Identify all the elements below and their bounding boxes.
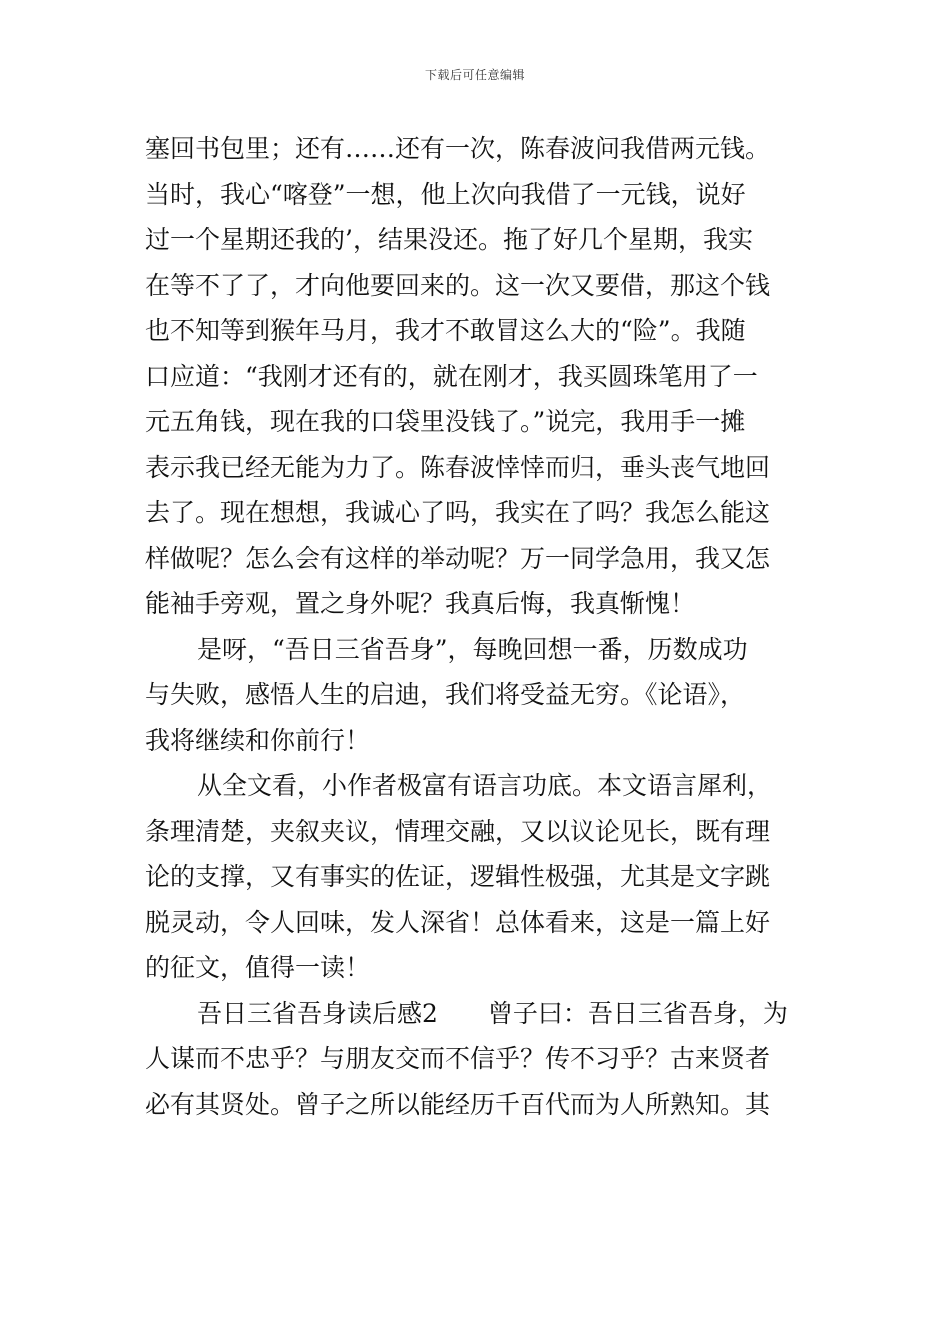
text-line: 的征文，值得一读！ [145, 953, 371, 982]
page-header: 下载后可任意编辑 [424, 68, 525, 82]
paragraph [145, 991, 810, 1128]
text-line: 必有其贤处。曾子之所以能经历千百代而为人所熟知。其 [145, 1089, 771, 1119]
paragraph [145, 627, 810, 764]
text-line: 是呀，“吾日三省吾身”，每晚回想一番，历数成功 [197, 634, 748, 664]
text-line: 当时，我心“喀登”一想，他上次向我借了一元钱，说好 [145, 179, 746, 209]
text-line: 过一个星期还我的’，结果没还。拖了好几个星期，我实 [145, 225, 753, 254]
text-line: 吾日三省吾身读后感2 曾子曰：吾日三省吾身，为 [197, 998, 788, 1028]
text-line: 脱灵动，令人回味，发人深省！总体看来，这是一篇上好 [145, 907, 771, 937]
text-line: 口应道：“我刚才还有的，就在刚才，我买圆珠笔用了一 [145, 361, 758, 391]
text-line: 条理清楚，夹叙夹议，情理交融，又以议论见长，既有理 [145, 816, 771, 846]
text-line: 在等不了了，才向他要回来的。这一次又要借，那这个钱 [145, 270, 771, 300]
text-line: 去了。现在想想，我诚心了吗，我实在了吗？我怎么能这 [145, 498, 771, 527]
text-line: 塞回书包里；还有……还有一次，陈春波问我借两元钱。 [145, 134, 771, 163]
text-line: 与失败，感悟人生的启迪，我们将受益无穷。《论语》， [145, 680, 746, 709]
document-body [145, 126, 810, 1127]
text-line: 人谋而不忠乎？与朋友交而不信乎？传不习乎？古来贤者 [145, 1044, 771, 1073]
paragraph [145, 763, 810, 991]
text-line: 能袖手旁观，置之身外呢？我真后悔，我真惭愧！ [145, 589, 696, 618]
text-line: 表示我已经无能为力了。陈春波悻悻而归，垂头丧气地回 [145, 452, 771, 482]
text-line: 样做呢？怎么会有这样的举动呢？万一同学急用，我又怎 [145, 543, 771, 573]
text-line: 元五角钱，现在我的口袋里没钱了。”说完，我用手一摊 [145, 407, 746, 436]
text-line: 也不知等到猴年马月，我才不敢冒这么大的“险”。我随 [145, 316, 746, 345]
text-line: 我将继续和你前行！ [145, 725, 371, 755]
text-line: 从全文看，小作者极富有语言功底。本文语言犀利， [197, 771, 773, 800]
text-line: 论的支撑，又有事实的佐证，逻辑性极强，尤其是文字跳 [145, 862, 771, 891]
paragraph [145, 126, 810, 627]
